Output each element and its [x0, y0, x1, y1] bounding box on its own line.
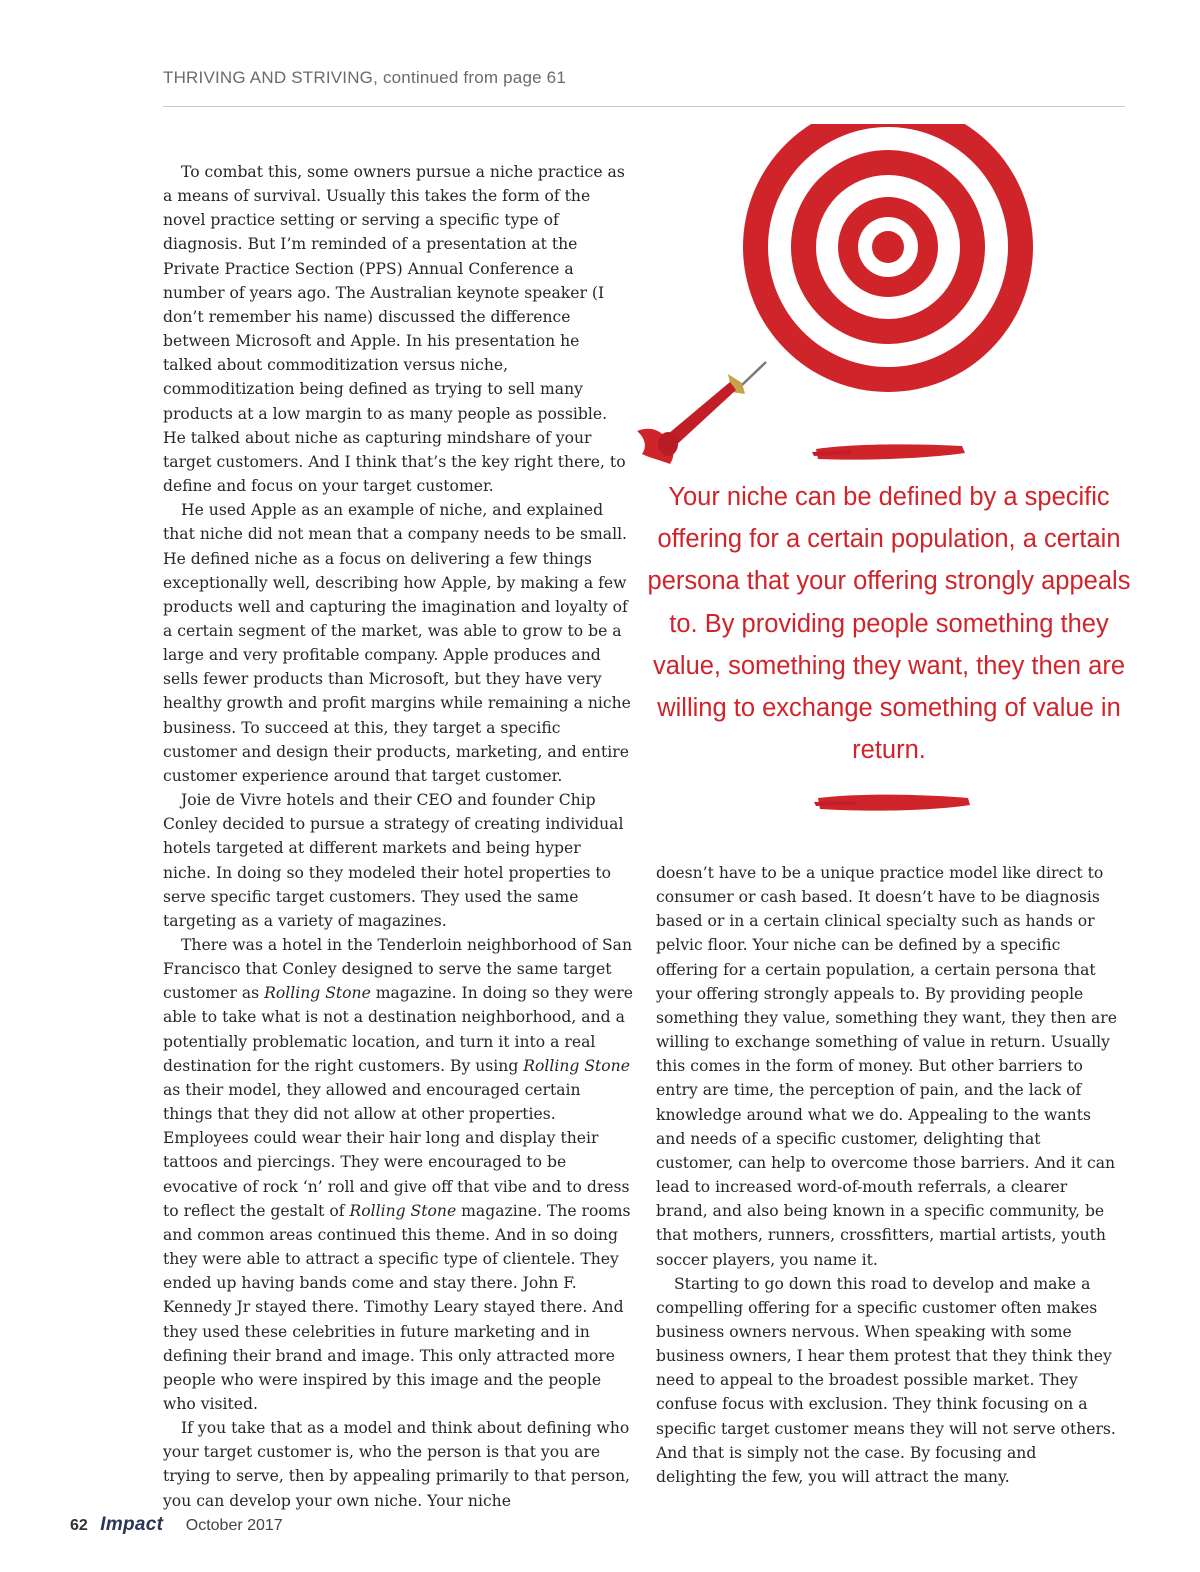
continued-note: , continued from page 61	[373, 68, 566, 87]
paragraph: To combat this, some owners pursue a niche practice as a means of survival. Usually this takes the form of the novel practice setting or serving a specific type of diagnosis. But I’m reminded of a presentation at the Private Practice Section (PPS) Annual Conference a number of years ago. The Australian keynote speaker (I don’t remember his name) discussed the difference between Microsoft and Apple. In his presentation he talked about commoditization versus niche, commoditization being defined as trying to sell many products at a low margin to as many people as possible. He talked about niche as capturing mindshare of your target customers. And I think that’s the key right there, to define and focus on your target customer.	[163, 163, 626, 496]
running-head	[163, 68, 566, 88]
paragraph-text: magazine. In doing so they were able to take what is not a destination neighborhood, and a potentially problematic location, and turn it into a real destination for the right customers. By using	[163, 984, 633, 1075]
paragraph-text: as their model, they allowed and encouraged certain things that they did not allow at other properties. Employees could wear their hair long and display their tattoos and piercings. They were encouraged to be evocative of rock ‘n’ roll and give off that vibe and to dress to reflect the gestalt of	[163, 1080, 630, 1220]
paragraph	[163, 933, 633, 1416]
paragraph: Starting to go down this road to develop and make a compelling offering for a specific customer often makes business owners nervous. When speaking with some business owners, I hear them protest that they think they need to appeal to the broadest possible market. They confuse focus with exclusion. They think focusing on a specific target customer means they will not serve others. And that is simply not the case. By focusing and delighting the few, you will attract the many.	[656, 1274, 1116, 1486]
running-title: THRIVING AND STRIVING	[163, 68, 374, 87]
magazine-title: Rolling Stone	[523, 1056, 630, 1075]
pull-quote: Your niche can be defined by a specific offering for a certain population, a certain persona that your offering strongly appeals to. By providing people something they value, something they want, they then are willing to exchange something of value in return.	[647, 483, 1131, 765]
dart-icon	[637, 362, 766, 464]
right-column	[656, 861, 1118, 1489]
issue-date: October 2017	[185, 1517, 283, 1534]
page-number: 62	[70, 1517, 88, 1534]
paragraph-text: magazine. The rooms and common areas continued this theme. And in so doing they were able to attract a specific type of clientele. They ended up having bands come and stay there. John F. Kennedy Jr stayed there. Timothy Leary stayed there. And they used these celebrities in future marketing and in defining their brand and image. This only attracted more people who were inspired by this image and the people who visited.	[163, 1201, 631, 1413]
paragraph: Joie de Vivre hotels and their CEO and founder Chip Conley decided to pursue a strategy of creating individual hotels targeted at different markets and being hyper niche. In doing so they modeled their hotel properties to serve specific target customers. They used the same targeting as a variety of magazines.	[163, 791, 624, 930]
page-footer	[70, 1514, 283, 1536]
divider-brush-top	[810, 440, 970, 466]
magazine-name: Impact	[100, 1514, 164, 1535]
paragraph: If you take that as a model and think about defining who your target customer is, who the person is that you are trying to serve, then by appealing primarily to that person, you can develop your own niche. Your niche	[163, 1419, 630, 1510]
target-dartboard-icon	[630, 124, 1050, 474]
left-column	[163, 160, 633, 1513]
paragraph-text: There was a hotel in the Tenderloin neighborhood of San Francisco that Conley designed to serve the same target customer as	[163, 936, 633, 1003]
divider-brush-bottom	[810, 790, 975, 816]
magazine-title: Rolling Stone	[264, 984, 371, 1003]
paragraph: He used Apple as an example of niche, and explained that niche did not mean that a company needs to be small. He defined niche as a focus on delivering a few things exceptionally well, describing how Apple, by making a few products well and capturing the imagination and loyalty of a certain segment of the market, was able to grow to be a large and very profitable company. Apple produces and sells fewer products than Microsoft, but they have very healthy growth and profit margins while remaining a niche business. To succeed at this, they target a specific customer and design their products, marketing, and entire customer experience around that target customer.	[163, 501, 631, 785]
magazine-title: Rolling Stone	[349, 1201, 457, 1220]
paragraph: doesn’t have to be a unique practice model like direct to consumer or cash based. It doesn’t have to be diagnosis based or in a certain clinical specialty such as hands or pelvic floor. Your niche can be defined by a specific offering for a certain population, a certain persona that your offering strongly appeals to. By providing people something they value, something they want, they then are willing to exchange something of value in return. Usually this comes in the form of money. But other barriers to entry are time, the perception of pain, and the lack of knowledge around what we do. Appealing to the wants and needs of a specific customer, delighting that customer, can help to overcome those barriers. And it can lead to increased word-of-mouth referrals, a clearer brand, and also being known in a specific community, be that mothers, runners, crossfitters, martial artists, youth soccer players, you name it.	[656, 864, 1117, 1269]
header-rule	[163, 106, 1125, 107]
